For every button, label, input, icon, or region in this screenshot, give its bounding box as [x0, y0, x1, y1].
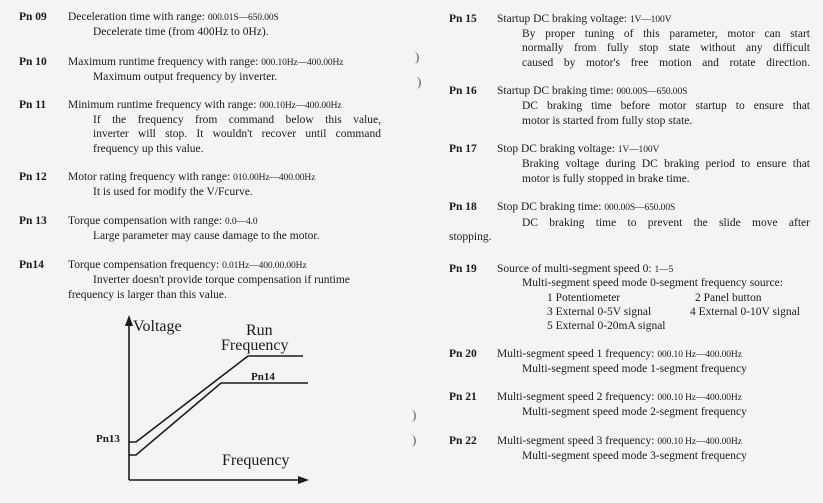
margin-mark: ) — [412, 407, 417, 422]
param-description: frequency is larger than this value. — [68, 289, 227, 301]
param-title: Maximum runtime frequency with range: 000.10Hz—400.00Hz — [68, 56, 344, 68]
param-code: Pn 22 — [449, 435, 477, 447]
param-title: Deceleration time with range: 000.01S—650.00S — [68, 11, 279, 23]
param-pn09 — [19, 10, 399, 40]
param-range: 000.01S—650.00S — [207, 13, 279, 23]
param-pn13 — [19, 214, 399, 244]
param-title: Stop DC braking time: 000.00S—650.00S — [497, 201, 676, 213]
param-code: Pn 20 — [449, 348, 477, 360]
param-description: inverter will stop. It wouldn't recover until command — [93, 128, 381, 140]
param-title: Multi-segment speed 3 frequency: 000.10 Hz—400.00Hz — [497, 435, 742, 447]
param-pn15 — [449, 12, 819, 72]
y-axis-arrow — [125, 315, 133, 326]
option-0-20ma-signal: 5 External 0-20mA signal — [547, 320, 666, 332]
param-description: DC braking time before motor startup to ensure that — [522, 100, 810, 112]
param-pn10 — [19, 55, 399, 85]
param-description: stopping. — [449, 231, 492, 243]
pn13-label: Pn13 — [96, 433, 120, 445]
param-description: frequency up this value. — [93, 143, 204, 155]
param-code: Pn 09 — [19, 11, 47, 23]
param-title: Multi-segment speed 2 frequency: 000.10 Hz—400.00Hz — [497, 391, 742, 403]
param-title: Stop DC braking voltage: 1V—100V — [497, 143, 660, 155]
run-frequency-curve — [129, 356, 303, 442]
param-pn17 — [449, 142, 819, 187]
param-title: Startup DC braking time: 000.00S—650.00S — [497, 85, 688, 97]
param-description: Braking voltage during DC braking period to ensure that — [522, 158, 810, 170]
param-description: Inverter doesn't provide torque compensation if runtime — [93, 274, 350, 286]
param-description: DC braking time to prevent the slide move after — [522, 217, 810, 229]
param-range: 1V—100V — [629, 15, 672, 25]
param-description: If the frequency from command below this value, — [93, 114, 381, 126]
option-panel-button: 2 Panel button — [695, 292, 762, 304]
param-description: Multi-segment speed mode 0-segment frequency source: — [522, 277, 783, 289]
param-description: caused by motor's free motion and rotate direction. — [522, 57, 810, 69]
x-axis-arrow — [298, 476, 309, 484]
param-pn21 — [449, 390, 819, 420]
param-range: 1—5 — [654, 265, 674, 275]
option-0-10v-signal: 4 External 0-10V signal — [690, 306, 800, 318]
margin-mark: ) — [417, 74, 422, 89]
y-axis-label: Voltage — [133, 318, 182, 335]
margin-mark: ) — [412, 432, 417, 447]
param-description: Maximum output frequency by inverter. — [93, 71, 278, 83]
param-range: 010.00Hz—400.00Hz — [233, 173, 316, 183]
param-description: It is used for modify the V/Fcurve. — [93, 186, 253, 198]
torque-compensation-curve — [129, 383, 308, 455]
param-pn20 — [449, 347, 819, 377]
param-code: Pn 17 — [449, 143, 477, 155]
pn14-label: Pn14 — [251, 371, 275, 383]
param-code: Pn 21 — [449, 391, 477, 403]
param-title: Source of multi-segment speed 0: 1—5 — [497, 263, 674, 275]
option-0-5v-signal: 3 External 0-5V signal — [547, 306, 652, 318]
param-description: Decelerate time (from 400Hz to 0Hz). — [93, 26, 269, 38]
param-pn16 — [449, 84, 819, 129]
param-code: Pn 18 — [449, 201, 477, 213]
param-title: Torque compensation with range: 0.0—4.0 — [68, 215, 258, 227]
param-description: Multi-segment speed mode 2-segment frequency — [522, 406, 747, 418]
param-description: motor is fully stopped in brake time. — [522, 173, 690, 185]
param-code: Pn 11 — [19, 99, 47, 111]
param-pn14 — [19, 258, 399, 303]
param-title: Motor rating frequency with range: 010.00Hz—400.00Hz — [68, 171, 316, 183]
param-range: 000.10Hz—400.00Hz — [259, 101, 342, 111]
param-description: Multi-segment speed mode 1-segment frequency — [522, 363, 747, 375]
param-title: Torque compensation frequency: 0.01Hz—400.00.00Hz — [68, 259, 307, 271]
param-description: Large parameter may cause damage to the motor. — [93, 230, 320, 242]
option-potentiometer: 1 Potentiometer — [547, 292, 621, 304]
param-pn22 — [449, 434, 819, 464]
margin-mark: ) — [415, 49, 420, 64]
param-range: 000.00S—650.00S — [604, 203, 676, 213]
param-title: Minimum runtime frequency with range: 000.10Hz—400.00Hz — [68, 99, 342, 111]
param-code: Pn 10 — [19, 56, 47, 68]
param-range: 0.01Hz—400.00.00Hz — [222, 261, 307, 271]
param-code: Pn 19 — [449, 263, 477, 275]
run-label-2: Frequency — [221, 337, 289, 354]
param-code: Pn 12 — [19, 171, 47, 183]
param-range: 000.10 Hz—400.00Hz — [657, 350, 742, 360]
x-axis-label: Frequency — [222, 452, 290, 469]
param-pn11 — [19, 98, 399, 158]
param-title: Multi-segment speed 1 frequency: 000.10 Hz—400.00Hz — [497, 348, 742, 360]
param-description: normally from fully stop state without any difficult — [522, 42, 810, 54]
param-code: Pn 15 — [449, 13, 477, 25]
param-code: Pn14 — [19, 259, 44, 271]
param-code: Pn 13 — [19, 215, 47, 227]
param-code: Pn 16 — [449, 85, 477, 97]
param-range: 000.10 Hz—400.00Hz — [657, 437, 742, 447]
param-range: 000.10 Hz—400.00Hz — [657, 393, 742, 403]
param-description: Multi-segment speed mode 3-segment frequency — [522, 450, 747, 462]
param-pn18 — [449, 200, 819, 245]
param-pn19 — [449, 262, 819, 334]
vf-curve-diagram — [88, 310, 323, 500]
param-description: By proper tuning of this parameter, motor can start — [522, 28, 810, 40]
param-description: motor is started from fully stop state. — [522, 115, 693, 127]
param-title: Startup DC braking voltage: 1V—100V — [497, 13, 672, 25]
run-label-1: Run — [246, 322, 273, 339]
param-range: 0.0—4.0 — [224, 217, 258, 227]
param-pn12 — [19, 170, 399, 200]
param-range: 000.10Hz—400.00Hz — [261, 58, 344, 68]
param-range: 000.00S—650.00S — [616, 87, 688, 97]
param-range: 1V—100V — [617, 145, 660, 155]
